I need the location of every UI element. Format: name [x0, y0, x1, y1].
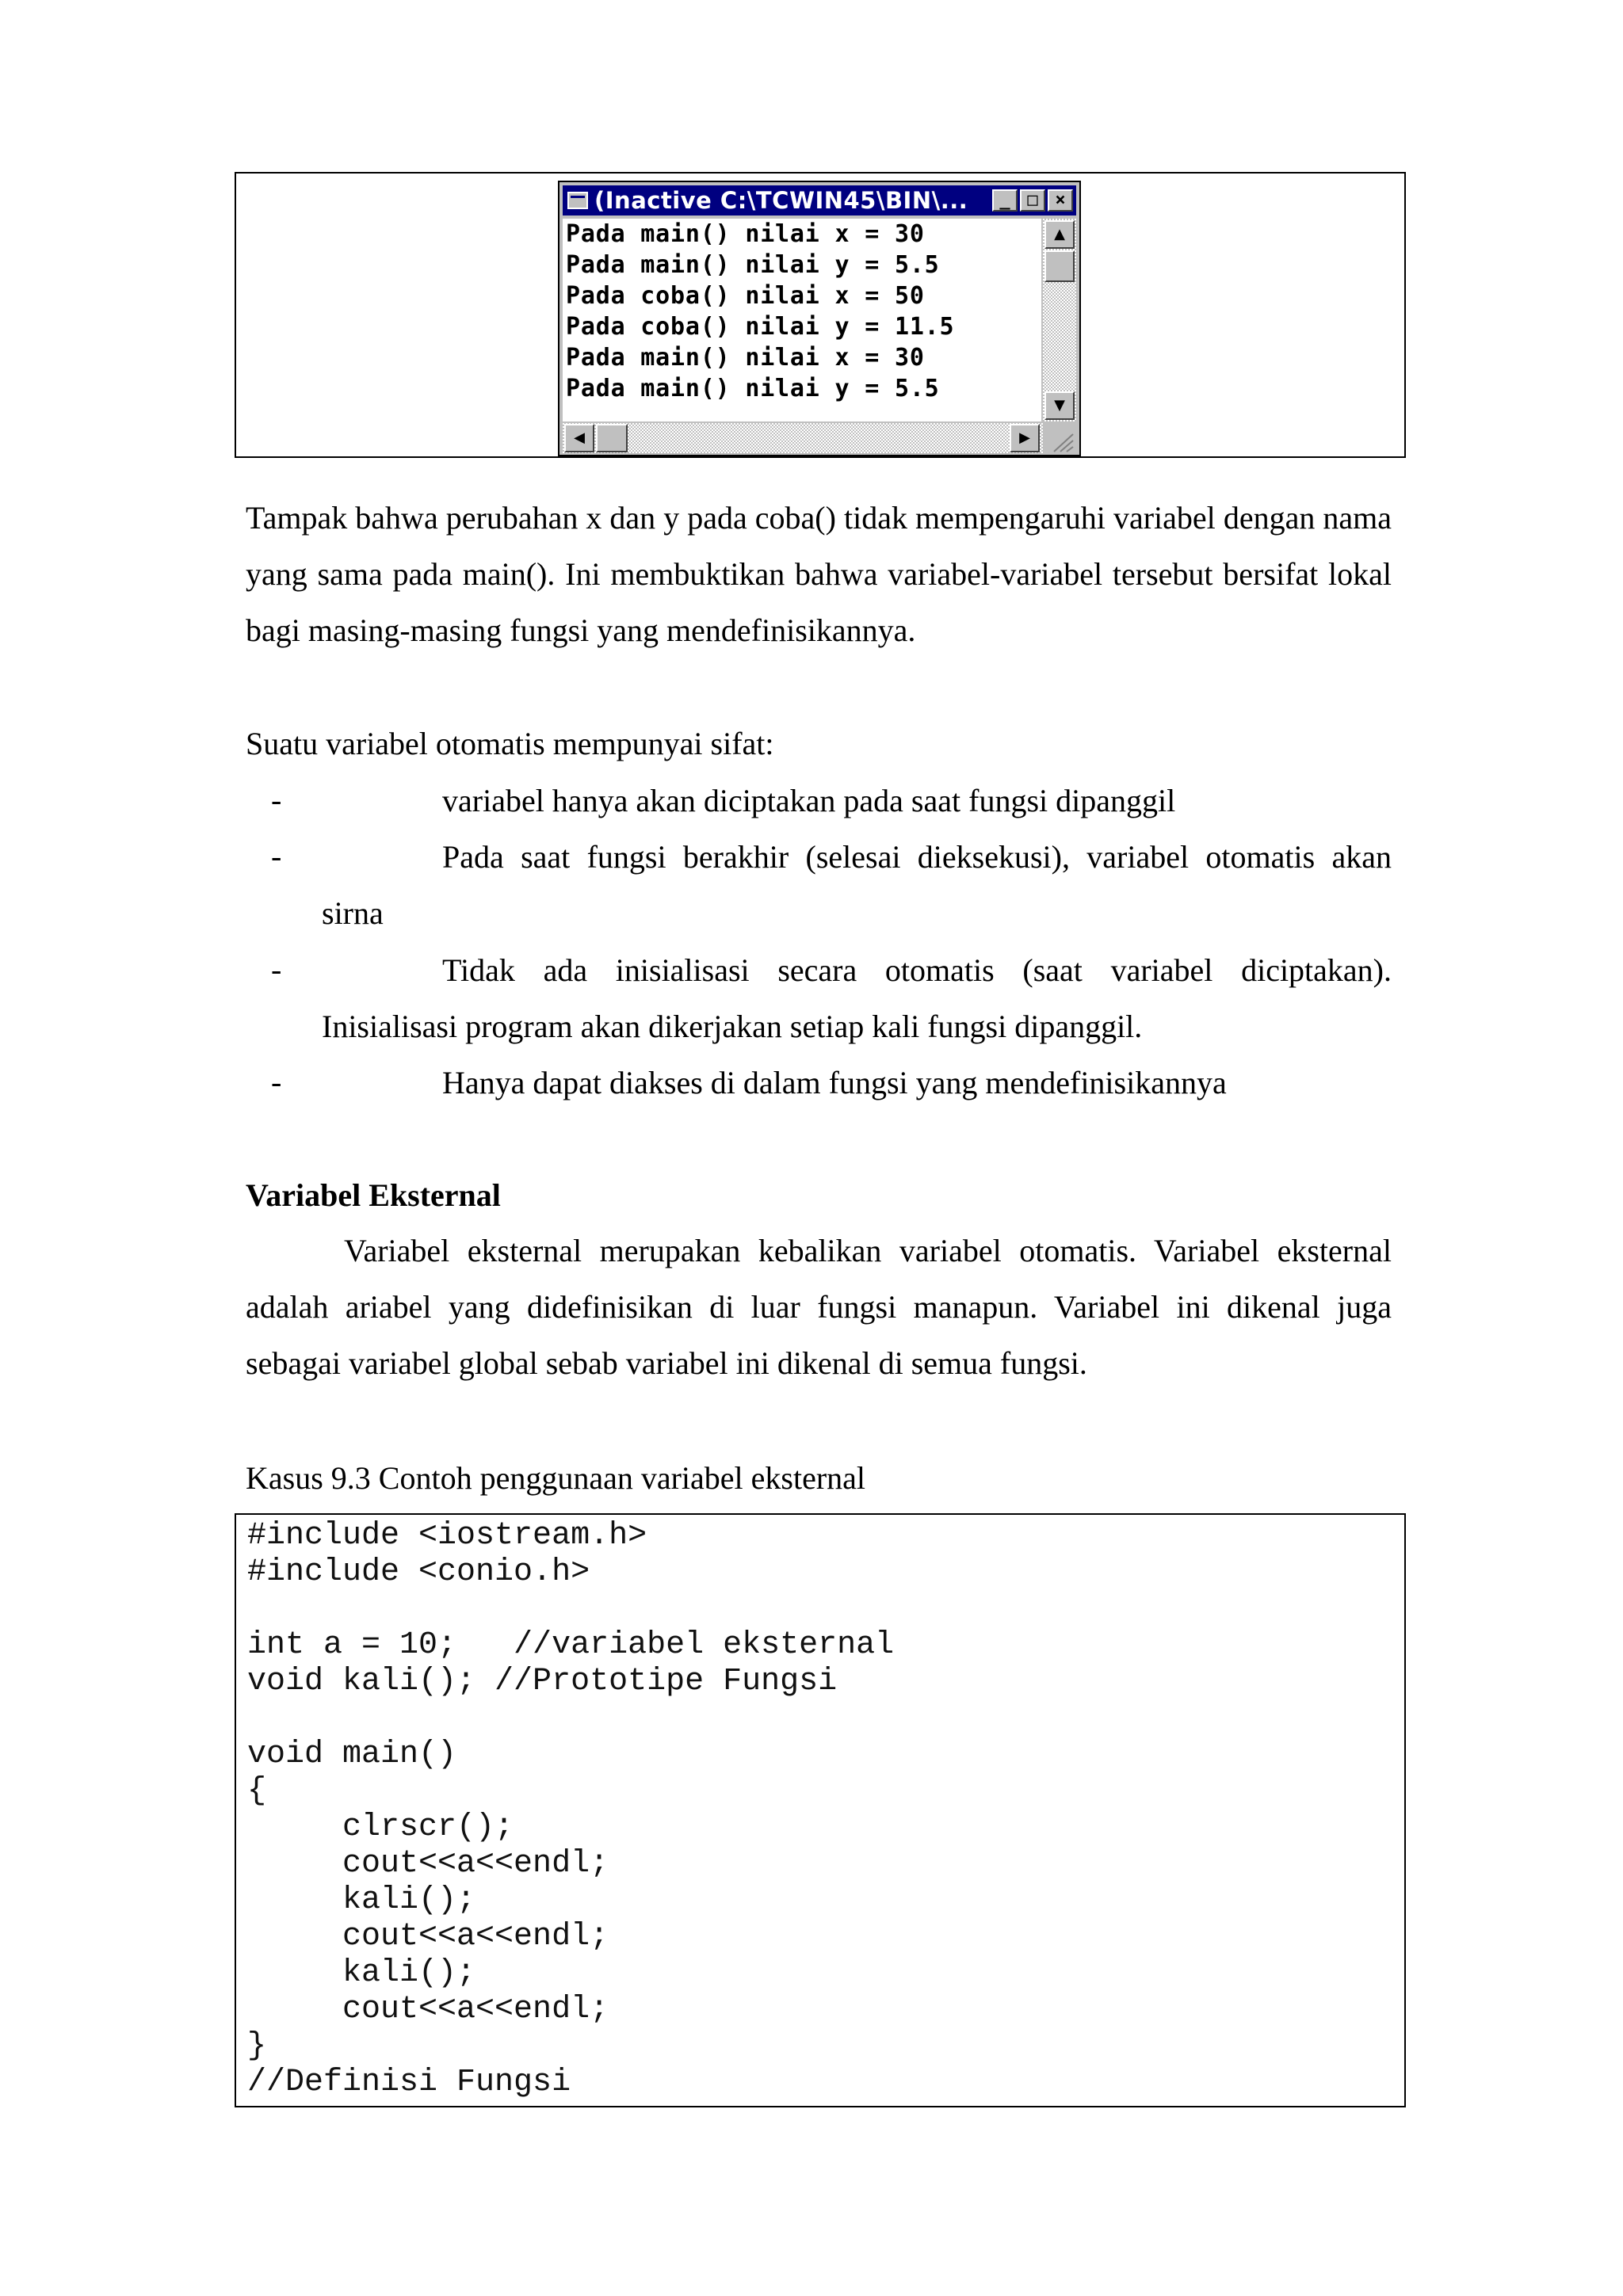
output-line: Pada main() nilai x = 30: [566, 344, 925, 372]
horizontal-scroll-thumb[interactable]: [596, 424, 628, 452]
scroll-right-icon[interactable]: ▶: [1010, 424, 1040, 452]
minimize-button[interactable]: _: [992, 189, 1018, 212]
bullet-dash: -: [271, 782, 282, 818]
code-line: {: [247, 1773, 267, 1809]
bullet-text: variabel hanya akan diciptakan pada saat fungsi dipanggil: [442, 783, 1176, 818]
code-line: kali();: [247, 1882, 476, 1918]
output-line: Pada coba() nilai y = 11.5: [566, 313, 955, 341]
output-line: Pada main() nilai y = 5.5: [566, 375, 940, 402]
output-line: Pada main() nilai x = 30: [566, 220, 925, 248]
bullet-continuation: sirna: [322, 895, 384, 931]
scroll-up-icon[interactable]: ▲: [1044, 220, 1075, 249]
bullet-text: Tidak ada inisialisasi secara otomatis (saat variabel diciptakan).: [442, 952, 1392, 988]
bullet-text: Pada saat fungsi berakhir (selesai dieksekusi), variabel otomatis akan: [442, 839, 1392, 875]
code-line: #include <iostream.h>: [247, 1518, 647, 1554]
case-title: Kasus 9.3 Contoh penggunaan variabel eksternal: [246, 1460, 866, 1496]
section-heading: Variabel Eksternal: [246, 1177, 501, 1213]
system-menu-icon[interactable]: [567, 192, 588, 209]
close-button[interactable]: ×: [1048, 189, 1073, 212]
code-listing: [235, 1513, 1406, 2107]
resize-grip-icon[interactable]: [1043, 423, 1076, 453]
code-line: #include <conio.h>: [247, 1554, 590, 1590]
code-line: clrscr();: [247, 1810, 514, 1845]
bullet-dash: -: [271, 838, 282, 874]
horizontal-scrollbar[interactable]: [563, 423, 1043, 453]
code-line: kali();: [247, 1955, 476, 1991]
code-line: void main(): [247, 1737, 457, 1772]
bullet-dash: -: [271, 1064, 282, 1100]
console-window: [558, 181, 1081, 456]
vertical-scrollbar[interactable]: [1043, 219, 1076, 421]
maximize-button[interactable]: □: [1020, 189, 1045, 212]
output-line: Pada main() nilai y = 5.5: [566, 251, 940, 279]
code-line: }: [247, 2028, 267, 2064]
vertical-scroll-thumb[interactable]: [1044, 250, 1075, 282]
bullet-continuation: Inisialisasi program akan dikerjakan setiap kali fungsi dipanggil.: [322, 1009, 1143, 1044]
scroll-left-icon[interactable]: ◀: [564, 424, 594, 452]
code-line: cout<<a<<endl;: [247, 1919, 609, 1955]
paragraph-external-variables: Variabel eksternal merupakan kebalikan variabel otomatis. Variabel eksternal adalah ariabel yang didefinisikan di luar fungsi manapun. Variabel ini dikenal juga sebagai variabel global sebab variabel ini dikenal di semua fungsi.: [246, 1233, 1392, 1381]
console-output: [563, 219, 1041, 421]
code-line: cout<<a<<endl;: [247, 1992, 609, 2027]
auto-variable-intro: Suatu variabel otomatis mempunyai sifat:: [246, 726, 774, 761]
code-line: void kali(); //Prototipe Fungsi: [247, 1664, 838, 1699]
code-line: //Definisi Fungsi: [247, 2065, 571, 2100]
bullet-text: Hanya dapat diakses di dalam fungsi yang mendefinisikannya: [442, 1065, 1227, 1100]
output-line: Pada coba() nilai x = 50: [566, 282, 925, 310]
paragraph-local-variables: Tampak bahwa perubahan x dan y pada coba() tidak mempengaruhi variabel dengan nama yang sama pada main(). Ini membuktikan bahwa variabel-variabel tersebut bersifat lokal bagi masing-masing fungsi yang mendefinisikannya.: [246, 500, 1392, 648]
code-line: int a = 10; //variabel eksternal: [247, 1627, 895, 1663]
console-titlebar[interactable]: [563, 185, 1076, 215]
code-line: cout<<a<<endl;: [247, 1846, 609, 1882]
console-title: (Inactive C:\TCWIN45\BIN\...: [594, 187, 968, 214]
scroll-down-icon[interactable]: ▼: [1044, 391, 1075, 420]
bullet-dash: -: [271, 952, 282, 987]
